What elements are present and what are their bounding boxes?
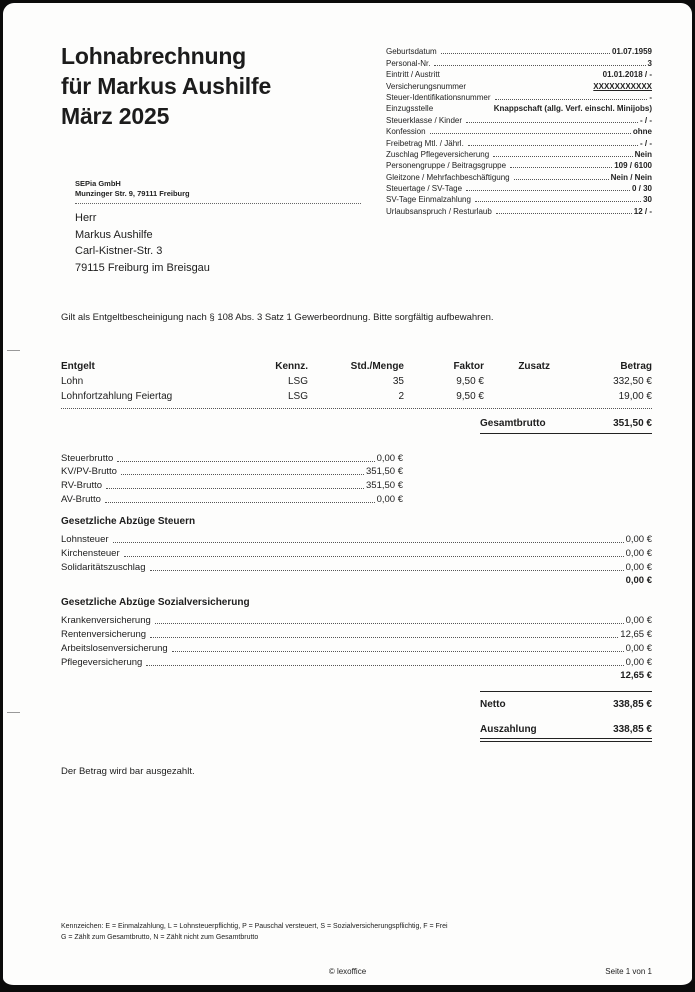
deduction-value: 0,00 € bbox=[625, 656, 652, 668]
dotted-leader bbox=[155, 623, 624, 624]
brutto-breakdown bbox=[61, 450, 403, 505]
sv-section-heading: Gesetzliche Abzüge Sozialversicherung bbox=[61, 596, 250, 608]
auszahlung-value: 338,85 € bbox=[613, 723, 652, 735]
deduction-value: 0,00 € bbox=[625, 547, 652, 559]
page-content bbox=[3, 3, 692, 985]
info-row-versicherungsnummer bbox=[386, 79, 652, 90]
brutto-value: 0,00 € bbox=[376, 452, 403, 464]
tax-section-heading: Gesetzliche Abzüge Steuern bbox=[61, 515, 196, 527]
tax-row-kirchensteuer bbox=[61, 545, 652, 559]
title-line-2: für Markus Aushilfe bbox=[61, 73, 272, 99]
footer-bottom-row bbox=[3, 967, 692, 979]
dotted-leader bbox=[510, 167, 612, 168]
netto-label: Netto bbox=[480, 698, 506, 710]
info-label: Personal-Nr. bbox=[386, 58, 431, 68]
info-label: Zuschlag Pflegeversicherung bbox=[386, 149, 490, 159]
table-row-cell-entgelt: Lohnfortzahlung Feiertag bbox=[61, 390, 173, 402]
dotted-leader bbox=[124, 556, 624, 557]
deduction-label: Lohnsteuer bbox=[61, 533, 109, 545]
info-value: 0 / 30 bbox=[631, 184, 652, 194]
sv-section-lines bbox=[61, 612, 652, 681]
dotted-leader bbox=[150, 570, 624, 571]
dotted-leader bbox=[113, 542, 624, 543]
gross-total-label: Gesamtbrutto bbox=[480, 418, 546, 429]
netto-row bbox=[480, 691, 652, 710]
info-row-steuer-id bbox=[386, 91, 652, 102]
tax-subtotal: 0,00 € bbox=[625, 574, 652, 586]
dotted-leader bbox=[493, 156, 632, 157]
dotted-leader bbox=[514, 179, 609, 180]
info-row-einzugsstelle bbox=[386, 102, 652, 113]
info-label: Freibetrag Mtl. / Jährl. bbox=[386, 138, 464, 148]
deduction-value: 0,00 € bbox=[625, 642, 652, 654]
brutto-row-steuerbrutto bbox=[61, 450, 403, 464]
title-line-1: Lohnabrechnung bbox=[61, 43, 247, 69]
deduction-label: Pflegeversicherung bbox=[61, 656, 143, 668]
sender-name: SEPia GmbH bbox=[75, 179, 121, 188]
tax-section-lines bbox=[61, 531, 652, 586]
address-window-rule bbox=[75, 203, 361, 204]
info-value: 01.07.1959 bbox=[611, 47, 652, 57]
info-value: - / - bbox=[640, 138, 652, 148]
recipient-name: Markus Aushilfe bbox=[75, 228, 153, 241]
legend-line-1: Kennzeichen: E = Einmalzahlung, L = Lohnsteuerpflichtig, P = Pauschal versteuert, S = Sozialversicherungspflichtig, F = Frei bbox=[61, 923, 448, 930]
table-row-cell-betrag: 332,50 € bbox=[613, 376, 652, 387]
double-rule bbox=[480, 740, 652, 742]
col-header-faktor: Faktor bbox=[453, 361, 484, 372]
dotted-leader bbox=[466, 190, 630, 191]
col-header-kennz: Kennz. bbox=[275, 361, 308, 372]
info-row-sv-tage bbox=[386, 193, 652, 204]
sv-subtotal: 12,65 € bbox=[620, 669, 652, 681]
tax-row-soli bbox=[61, 559, 652, 573]
deduction-value: 0,00 € bbox=[625, 533, 652, 545]
deduction-label: Krankenversicherung bbox=[61, 614, 151, 626]
employee-info-block bbox=[386, 45, 652, 216]
deduction-value: 0,00 € bbox=[625, 614, 652, 626]
info-label: Steuerklasse / Kinder bbox=[386, 115, 463, 125]
info-value: ohne bbox=[632, 127, 652, 137]
info-value: - bbox=[649, 92, 652, 102]
brutto-row-av bbox=[61, 491, 403, 505]
earnings-table bbox=[61, 361, 652, 434]
deduction-value: 12,65 € bbox=[620, 628, 652, 640]
col-header-entgelt: Entgelt bbox=[61, 361, 95, 372]
dotted-leader bbox=[475, 201, 641, 202]
info-row-konfession bbox=[386, 125, 652, 136]
table-row-cell-zusatz bbox=[488, 387, 550, 391]
dotted-leader bbox=[146, 665, 623, 666]
table-row-cell-menge: 2 bbox=[398, 390, 404, 402]
dotted-leader bbox=[172, 651, 624, 652]
info-label: Urlaubsanspruch / Resturlaub bbox=[386, 206, 492, 216]
dotted-leader bbox=[106, 488, 364, 489]
sv-row-rv bbox=[61, 626, 652, 640]
info-row-geburtsdatum bbox=[386, 45, 652, 56]
dotted-leader bbox=[434, 65, 645, 66]
dotted-leader bbox=[468, 145, 638, 146]
info-value: - / - bbox=[640, 115, 652, 125]
col-header-zusatz: Zusatz bbox=[518, 361, 550, 372]
legal-notice: Gilt als Entgeltbescheinigung nach § 108 Abs. 3 Satz 1 Gewerbeordnung. Bitte sorgfältig aufbewahren. bbox=[61, 312, 494, 323]
dotted-leader bbox=[150, 637, 618, 638]
brutto-row-kvpv bbox=[61, 464, 403, 478]
table-row-cell-zusatz bbox=[488, 402, 550, 406]
col-header-menge: Std./Menge bbox=[350, 361, 404, 372]
brutto-label: AV-Brutto bbox=[61, 493, 101, 505]
info-label: Konfession bbox=[386, 127, 426, 137]
title-line-3: März 2025 bbox=[61, 103, 170, 129]
page-number: Seite 1 von 1 bbox=[605, 967, 652, 976]
info-row-steuerklasse bbox=[386, 113, 652, 124]
gross-total-row bbox=[61, 418, 652, 434]
gross-total-box bbox=[480, 418, 652, 434]
lexoffice-brand: © lexoffice bbox=[328, 967, 367, 976]
info-label: Personengruppe / Beitragsgruppe bbox=[386, 161, 507, 171]
info-row-eintritt-austritt bbox=[386, 68, 652, 79]
dotted-leader bbox=[117, 461, 374, 462]
dotted-leader bbox=[495, 99, 648, 100]
info-label: Steuer-Identifikationsnummer bbox=[386, 92, 491, 102]
col-header-betrag: Betrag bbox=[620, 361, 652, 372]
brutto-value: 351,50 € bbox=[366, 466, 403, 478]
recipient-city: 79115 Freiburg im Breisgau bbox=[75, 261, 210, 274]
table-separator-rule bbox=[61, 408, 652, 409]
info-value: Knappschaft (allg. Verf. einschl. Minijobs) bbox=[493, 104, 652, 114]
table-row-cell-betrag: 19,00 € bbox=[618, 390, 652, 402]
netto-value: 338,85 € bbox=[613, 698, 652, 710]
deduction-label: Solidaritätszuschlag bbox=[61, 561, 146, 573]
info-label: Eintritt / Austritt bbox=[386, 70, 440, 80]
deduction-label: Kirchensteuer bbox=[61, 547, 120, 559]
dotted-leader bbox=[441, 53, 610, 54]
sv-row-pv bbox=[61, 654, 652, 668]
deduction-label: Arbeitslosenversicherung bbox=[61, 642, 168, 654]
table-row-cell-faktor: 9,50 € bbox=[456, 390, 484, 402]
info-label: Einzugsstelle bbox=[386, 104, 434, 114]
table-row-cell-faktor: 9,50 € bbox=[456, 376, 484, 387]
legend-line-2: G = Zählt zum Gesamtbrutto, N = Zählt nicht zum Gesamtbrutto bbox=[61, 934, 259, 941]
info-label: Geburtsdatum bbox=[386, 47, 437, 57]
info-value: XXXXXXXXXXX bbox=[593, 81, 652, 91]
info-label: Steuertage / SV-Tage bbox=[386, 184, 463, 194]
info-row-personal-nr bbox=[386, 56, 652, 67]
dotted-leader bbox=[430, 133, 631, 134]
sender-address: Munzinger Str. 9, 79111 Freiburg bbox=[75, 189, 190, 198]
info-label: Versicherungsnummer bbox=[386, 81, 467, 91]
deduction-label: Rentenversicherung bbox=[61, 628, 147, 640]
info-row-gleitzone bbox=[386, 170, 652, 181]
info-value: 3 bbox=[647, 58, 652, 68]
auszahlung-label: Auszahlung bbox=[480, 723, 537, 735]
deduction-value: 0,00 € bbox=[625, 561, 652, 573]
info-row-urlaub bbox=[386, 204, 652, 215]
table-row-cell-entgelt: Lohn bbox=[61, 376, 84, 387]
dotted-leader bbox=[105, 502, 375, 503]
auszahlung-row bbox=[480, 724, 652, 739]
info-value: Nein bbox=[634, 149, 652, 159]
brutto-row-rv bbox=[61, 477, 403, 491]
info-value: Nein / Nein bbox=[610, 172, 652, 182]
sv-row-kv bbox=[61, 612, 652, 626]
table-row-cell-kennz: LSG bbox=[287, 390, 308, 402]
info-row-steuertage bbox=[386, 182, 652, 193]
earnings-grid bbox=[61, 361, 652, 405]
gross-total-value: 351,50 € bbox=[613, 418, 652, 429]
info-value: 01.01.2018 / - bbox=[602, 70, 652, 80]
info-label: Gleitzone / Mehrfachbeschäftigung bbox=[386, 172, 510, 182]
dotted-leader bbox=[496, 213, 632, 214]
brutto-label: RV-Brutto bbox=[61, 480, 103, 492]
brutto-value: 351,50 € bbox=[366, 480, 403, 492]
brutto-label: KV/PV-Brutto bbox=[61, 466, 117, 478]
info-value: 109 / 6100 bbox=[614, 161, 652, 171]
recipient-address bbox=[75, 210, 652, 276]
sv-row-av bbox=[61, 640, 652, 654]
brutto-value: 0,00 € bbox=[376, 493, 403, 505]
tax-row-lohnsteuer bbox=[61, 531, 652, 545]
dotted-leader bbox=[121, 474, 364, 475]
info-value: 30 bbox=[643, 195, 652, 205]
payment-note: Der Betrag wird bar ausgezahlt. bbox=[61, 766, 195, 778]
table-row-cell-kennz: LSG bbox=[287, 376, 308, 387]
info-row-personengruppe bbox=[386, 159, 652, 170]
kennzeichen-legend bbox=[61, 921, 652, 943]
net-payout-area bbox=[61, 691, 652, 743]
table-row-cell-menge: 35 bbox=[392, 376, 404, 387]
info-label: SV-Tage Einmalzahlung bbox=[386, 195, 471, 205]
recipient-salutation: Herr bbox=[75, 212, 97, 224]
brutto-label: Steuerbrutto bbox=[61, 452, 114, 464]
info-row-zuschlag-pv bbox=[386, 148, 652, 159]
recipient-street: Carl-Kistner-Str. 3 bbox=[75, 245, 163, 257]
info-value: 12 / - bbox=[633, 206, 652, 216]
info-row-freibetrag bbox=[386, 136, 652, 147]
dotted-leader bbox=[466, 122, 638, 123]
